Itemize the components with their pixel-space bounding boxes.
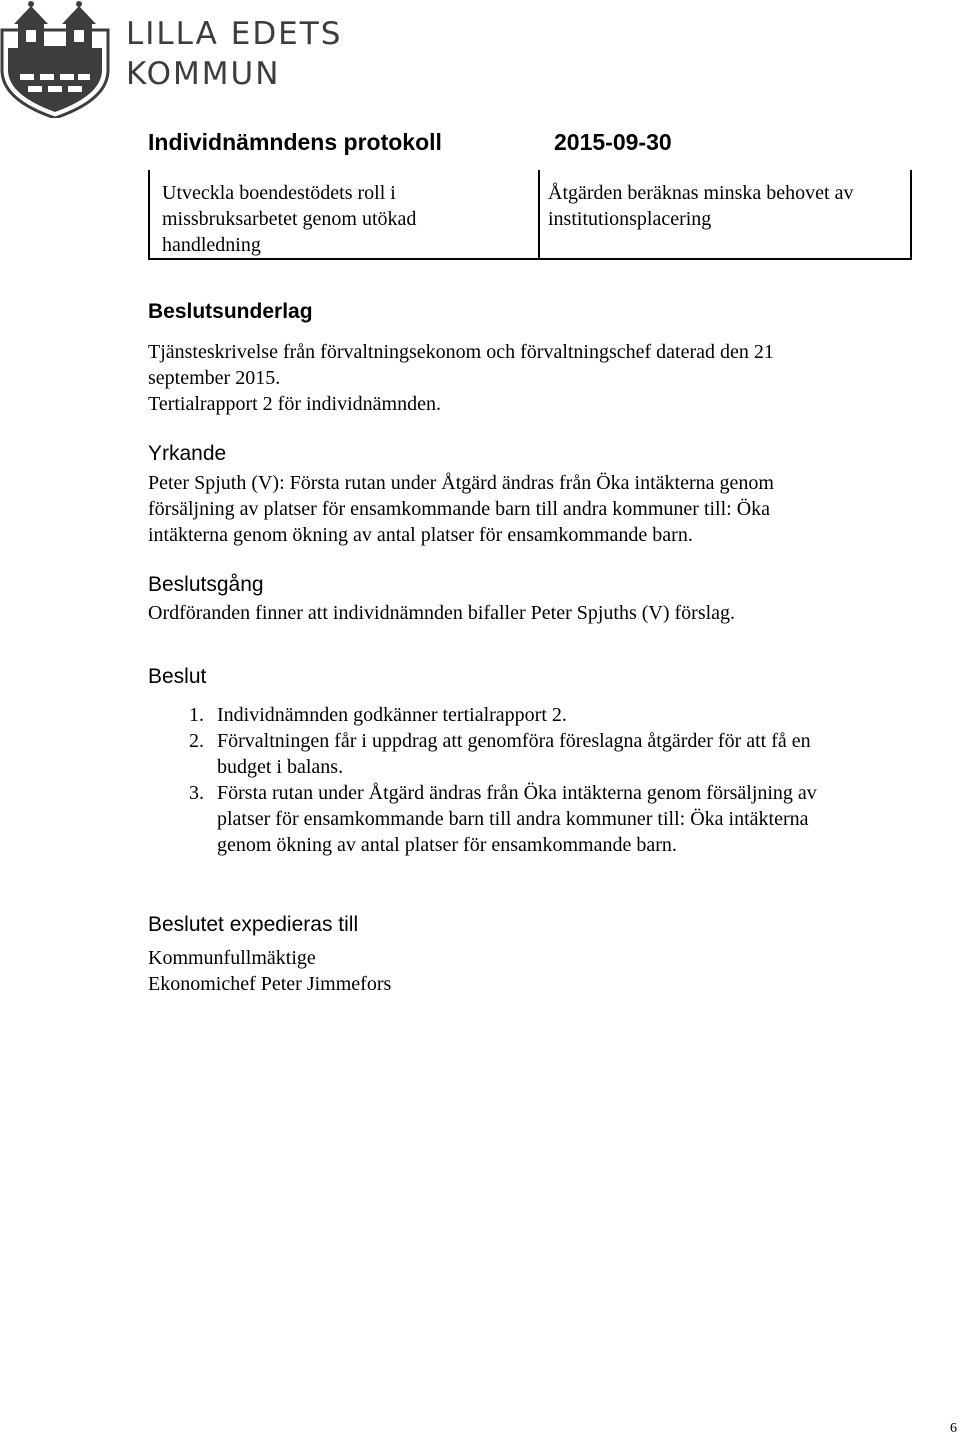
page-number: 6	[950, 1421, 957, 1436]
heading-yrkande: Yrkande	[148, 442, 227, 465]
beslutsgang-text	[148, 600, 928, 626]
table-cell-action	[162, 180, 522, 258]
recipient: Kommunfullmäktige	[148, 947, 316, 969]
table-divider	[538, 170, 540, 258]
castle-crest-icon	[0, 0, 110, 118]
cell-line: handledning	[162, 234, 261, 256]
municipality-logo	[0, 0, 110, 118]
list-item-line: Individnämnden godkänner tertialrapport 2.	[217, 704, 567, 726]
yrkande-text	[148, 470, 928, 548]
text-line: Peter Spjuth (V): Första rutan under Åtgärd ändras från Öka intäkterna genom	[148, 472, 774, 494]
list-item-line: Första rutan under Åtgärd ändras från Öka intäkterna genom försäljning av	[217, 782, 817, 804]
list-item-number: 3.	[189, 782, 204, 804]
document-date: 2015-09-30	[554, 129, 672, 155]
cell-line: institutionsplacering	[548, 208, 712, 230]
text-line: september 2015.	[148, 367, 281, 389]
recipient: Ekonomichef Peter Jimmefors	[148, 973, 392, 995]
document-title: Individnämndens protokoll	[148, 129, 442, 155]
list-item-line: budget i balans.	[217, 756, 344, 778]
list-item-line: platser för ensamkommande barn till andra kommuner till: Öka intäkterna	[217, 808, 809, 830]
cell-line: missbruksarbetet genom utökad	[162, 208, 417, 230]
text-line: Tertialrapport 2 för individnämnden.	[148, 393, 441, 415]
document-header	[148, 124, 672, 160]
text-line: Tjänsteskrivelse från förvaltningsekonom och förvaltningschef daterad den 21	[148, 341, 774, 363]
heading-expedieras: Beslutet expedieras till	[148, 913, 359, 936]
decision-list	[148, 702, 928, 858]
list-item-line: Förvaltningen får i uppdrag att genomföra föreslagna åtgärder för att få en	[217, 730, 811, 752]
list-item	[148, 702, 928, 728]
heading-beslut: Beslut	[148, 665, 207, 688]
cell-line: Åtgärden beräknas minska behovet av	[548, 182, 854, 204]
logo-line-2: KOMMUN	[126, 56, 281, 92]
cell-line: Utveckla boendestödets roll i	[162, 182, 396, 204]
list-item-line: genom ökning av antal platser för ensamkommande barn.	[217, 834, 677, 856]
text-line: Ordföranden finner att individnämnden bifaller Peter Spjuths (V) förslag.	[148, 602, 736, 624]
heading-beslutsunderlag: Beslutsunderlag	[148, 300, 313, 323]
text-line: försäljning av platser för ensamkommande barn till andra kommuner till: Öka	[148, 498, 771, 520]
measures-table	[148, 170, 912, 260]
beslutsunderlag-text	[148, 339, 928, 417]
logo-text	[126, 14, 342, 94]
expedieras-recipients	[148, 945, 928, 997]
heading-beslutsgang: Beslutsgång	[148, 573, 264, 596]
table-cell-effect	[548, 180, 908, 232]
list-item-number: 2.	[189, 730, 204, 752]
list-item	[148, 728, 928, 780]
list-item	[148, 780, 928, 858]
list-item-number: 1.	[189, 704, 204, 726]
logo-line-1: LILLA EDETS	[126, 16, 343, 52]
text-line: intäkterna genom ökning av antal platser för ensamkommande barn.	[148, 524, 693, 546]
